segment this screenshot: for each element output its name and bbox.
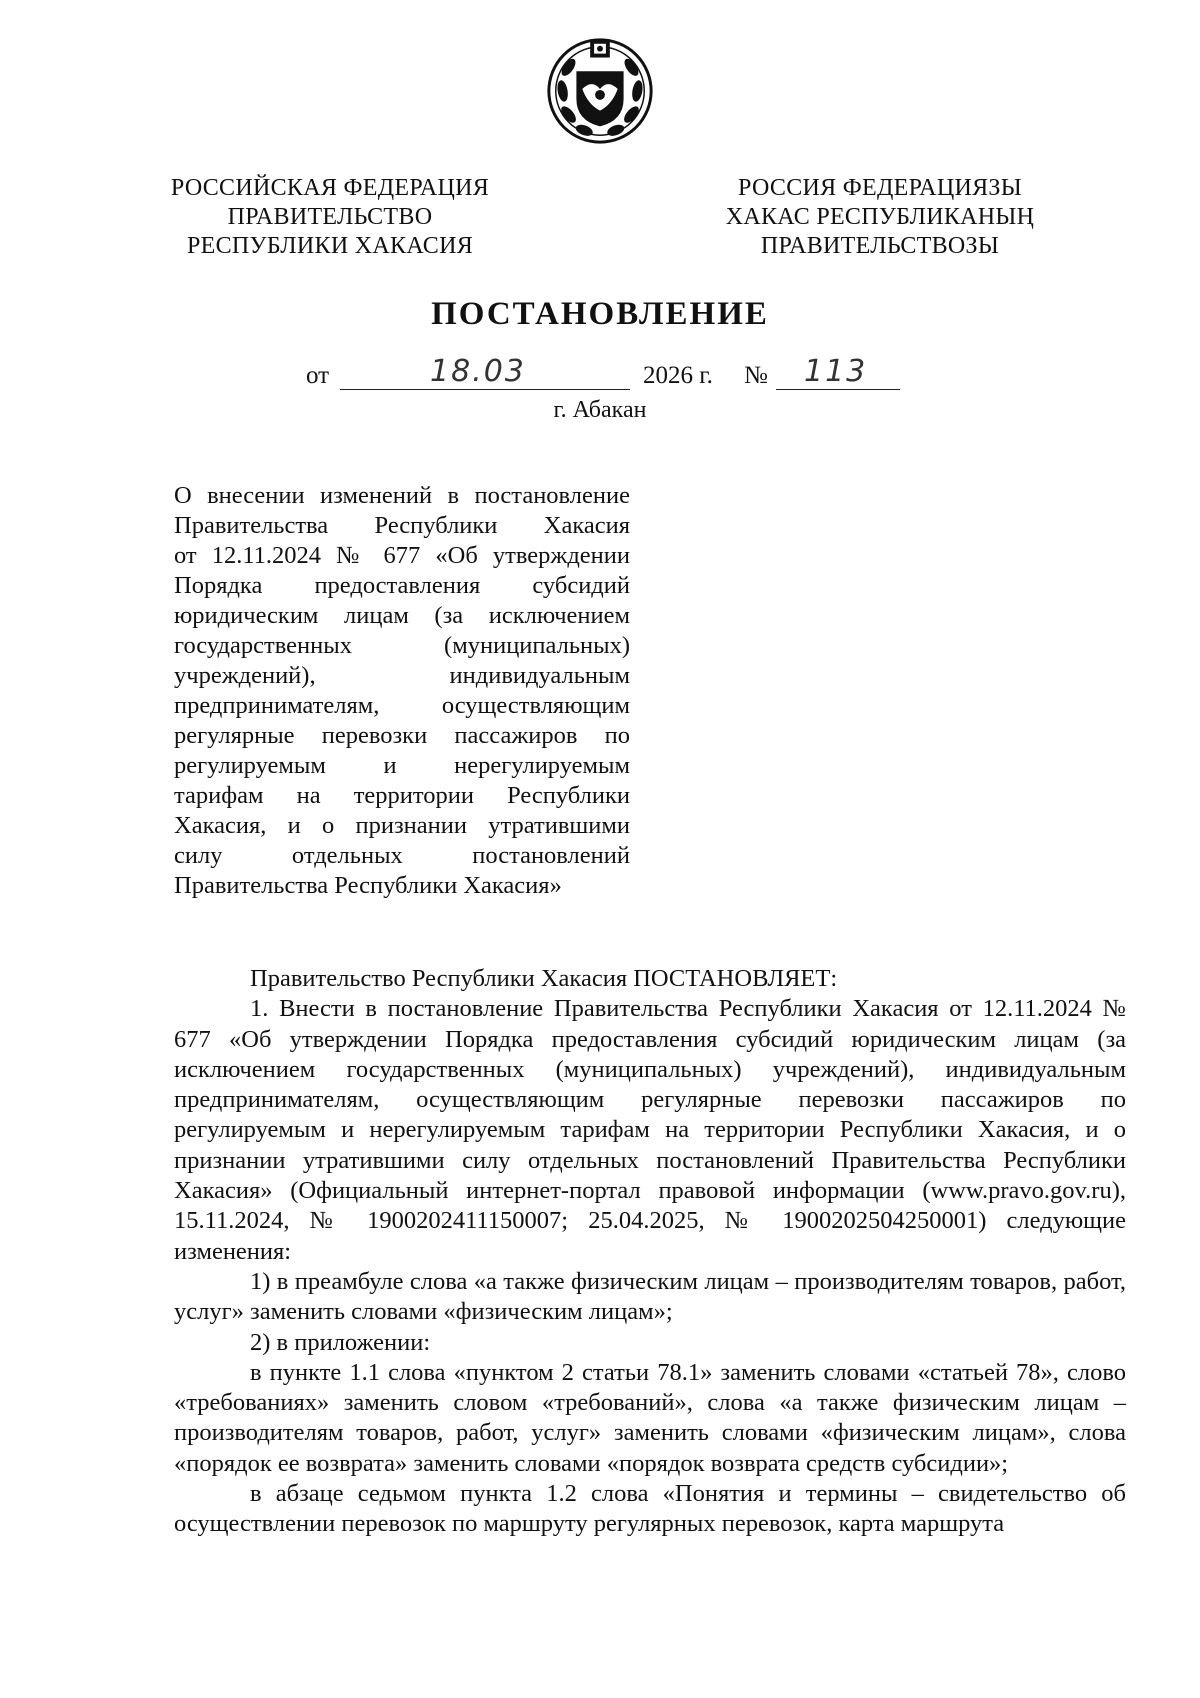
- body-paragraph: 1. Внести в постановление Правительства Республики Хакасия от 12.11.2024 № 677 «Об утверждении Порядка предоставления субсидий юридическим лицам (за исключением государственных (муниципальных) учреждений), индивидуальным предпринимателям, осуществляющим регулярные перевозки пассажиров по регулируемым и нерегулируемым тарифам на территории Республики Хакасия, и о признании утратившими силу отдельных постановлений Правительства Республики Хакасия» (Официальный интернет-портал правовой информации (www.pravo.gov.ru), 15.11.2024, № 1900202411150007; 25.04.2025, № 1900202504250001) следующие изменения:: [174, 995, 1126, 1265]
- coat-of-arms-icon: [541, 30, 659, 148]
- subject-line: от 12.11.2024 № 677 «Об утверждении: [174, 542, 630, 569]
- subject-line: юридическим лицам (за исключением: [174, 602, 630, 629]
- subject-line: регулярные перевозки пассажиров по: [174, 722, 630, 749]
- body-paragraph: 2) в приложении:: [250, 1328, 431, 1356]
- subject-line: О внесении изменений в постановление: [174, 482, 630, 509]
- document-body: [174, 964, 1126, 1540]
- document-subject: [174, 481, 630, 901]
- handwritten-number: 113: [804, 354, 868, 389]
- body-paragraph: в пункте 1.1 слова «пунктом 2 статьи 78.1» заменить словами «статьей 78», слово «требованиях» заменить словом «требований», слова «а также физическим лицам – производителям товаров, работ, услуг» заменить словами «физическим лицам», слова «порядок ее возврата» заменить словами «порядок возврата средств субсидии»;: [174, 1358, 1126, 1477]
- header-line: ХАКАС РЕСПУБЛИКАНЫҢ: [725, 204, 1035, 230]
- subject-line: Хакасия, и о признании утратившими: [174, 812, 630, 839]
- document-type-title: ПОСТАНОВЛЕНИЕ: [431, 296, 769, 332]
- subject-line: предпринимателям, осуществляющим: [174, 692, 630, 719]
- subject-line: учреждений), индивидуальным: [174, 662, 630, 689]
- subject-line: Правительства Республики Хакасия: [174, 512, 630, 539]
- handwritten-date: 18.03: [430, 354, 526, 389]
- body-paragraph: Правительство Республики Хакасия ПОСТАНОВЛЯЕТ:: [250, 965, 838, 992]
- subject-line: силу отдельных постановлений: [174, 842, 630, 869]
- header-line: ПРАВИТЕЛЬСТВОЗЫ: [760, 233, 1000, 259]
- subject-line: тарифам на территории Республики: [174, 782, 630, 809]
- city: г. Абакан: [553, 397, 647, 423]
- number-underline: [776, 389, 900, 390]
- subject-line: государственных (муниципальных): [174, 632, 630, 659]
- subject-line: регулируемым и нерегулируемым: [174, 752, 630, 779]
- from-label: от: [306, 362, 330, 389]
- body-paragraph: в абзаце седьмом пункта 1.2 слова «Понятия и термины – свидетельство об осуществлении перевозок по маршруту регулярных перевозок, карта маршрута: [174, 1480, 1126, 1538]
- year-label: 2026 г.: [643, 362, 713, 389]
- header-line: ПРАВИТЕЛЬСТВО: [227, 204, 433, 230]
- date-underline: [340, 389, 630, 390]
- header-line: РОССИЙСКАЯ ФЕДЕРАЦИЯ: [170, 175, 490, 201]
- subject-line: Правительства Республики Хакасия»: [174, 872, 562, 899]
- body-paragraph: 1) в преамбуле слова «а также физическим лицам – производителям товаров, работ, услуг» заменить словами «физическим лицам»;: [174, 1267, 1126, 1326]
- header-russian: [150, 174, 510, 261]
- header-line: РОССИЯ ФЕДЕРАЦИЯЗЫ: [738, 175, 1022, 201]
- number-label: №: [744, 362, 768, 389]
- header-line: РЕСПУБЛИКИ ХАКАСИЯ: [186, 233, 474, 259]
- subject-line: Порядка предоставления субсидий: [174, 572, 630, 599]
- header-khakas: [690, 174, 1070, 261]
